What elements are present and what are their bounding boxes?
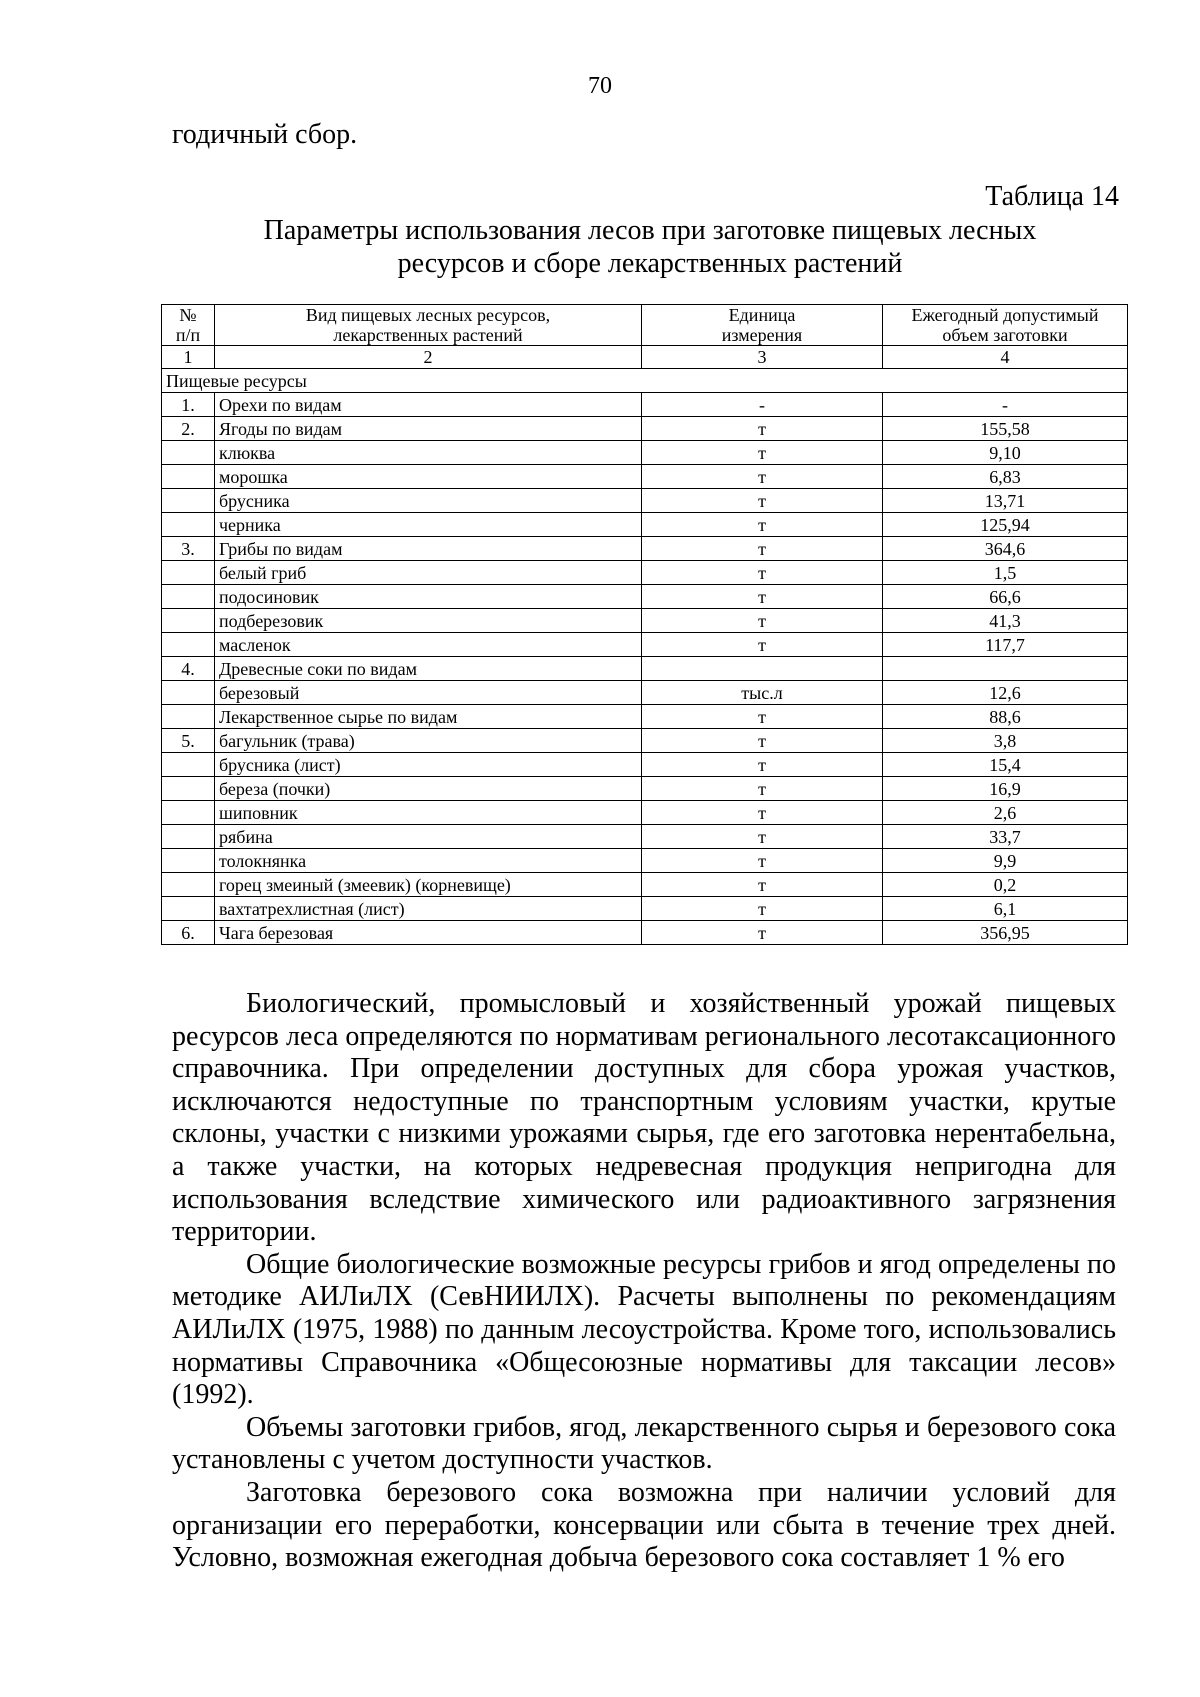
row-value-cell: 6,83: [883, 465, 1128, 489]
table-title-line: Параметры использования лесов при заготовке пищевых лесных: [263, 215, 1037, 246]
row-value-cell: 9,10: [883, 441, 1128, 465]
table-row: [162, 897, 1128, 921]
intro-text: годичный сбор.: [172, 119, 358, 150]
row-value-cell: 15,4: [883, 753, 1128, 777]
row-unit-cell: т: [642, 825, 883, 849]
row-name-cell: брусника: [215, 489, 642, 513]
column-number: 4: [883, 346, 1128, 369]
row-name-cell: белый гриб: [215, 561, 642, 585]
resources-table: [161, 304, 1128, 945]
row-unit-cell: [642, 657, 883, 681]
row-unit-cell: т: [642, 801, 883, 825]
row-value-cell: 3,8: [883, 729, 1128, 753]
row-unit-cell: т: [642, 489, 883, 513]
table-row: [162, 801, 1128, 825]
table-row: [162, 657, 1128, 681]
row-name-cell: береза (почки): [215, 777, 642, 801]
table-row: [162, 441, 1128, 465]
row-value-cell: [883, 657, 1128, 681]
row-unit-cell: т: [642, 465, 883, 489]
page-number: 70: [588, 73, 612, 99]
row-number-cell: 4.: [162, 657, 215, 681]
table-row: [162, 825, 1128, 849]
row-value-cell: 356,95: [883, 921, 1128, 945]
table-row: [162, 585, 1128, 609]
row-unit-cell: т: [642, 753, 883, 777]
table-row: [162, 393, 1128, 417]
row-number-cell: [162, 441, 215, 465]
row-number-cell: [162, 633, 215, 657]
row-number-cell: [162, 849, 215, 873]
paragraph: Биологический, промысловый и хозяйственный урожай пищевых ресурсов леса определяются по нормативам регионального лесотаксационного справочника. При определении доступных для сбора урожая участков, исключаются недоступные по транспортным условиям участки, крутые склоны, участки с низкими урожаями сырья, где его заготовка нерентабельна, а также участки, на которых недревесная продукция непригодна для использования вследствие химического или радиоактивного загрязнения территории.: [172, 988, 1116, 1248]
row-number-cell: [162, 489, 215, 513]
row-value-cell: 12,6: [883, 681, 1128, 705]
row-name-cell: горец змеиный (змеевик) (корневище): [215, 873, 642, 897]
row-value-cell: -: [883, 393, 1128, 417]
header-cell-resource-type: Вид пищевых лесных ресурсов, лекарственных растений: [215, 305, 642, 346]
row-unit-cell: т: [642, 513, 883, 537]
row-name-cell: клюква: [215, 441, 642, 465]
row-name-cell: вахтатрехлистная (лист): [215, 897, 642, 921]
row-unit-cell: т: [642, 441, 883, 465]
row-unit-cell: т: [642, 873, 883, 897]
row-name-cell: черника: [215, 513, 642, 537]
row-unit-cell: -: [642, 393, 883, 417]
row-unit-cell: т: [642, 897, 883, 921]
row-unit-cell: т: [642, 921, 883, 945]
row-name-cell: шиповник: [215, 801, 642, 825]
table-label: Таблица 14: [985, 181, 1119, 212]
row-number-cell: [162, 705, 215, 729]
row-number-cell: 6.: [162, 921, 215, 945]
section-row: [162, 369, 1128, 393]
row-unit-cell: т: [642, 705, 883, 729]
row-value-cell: 66,6: [883, 585, 1128, 609]
column-numbering-row: [162, 346, 1128, 369]
row-number-cell: [162, 465, 215, 489]
row-number-cell: [162, 609, 215, 633]
table-row: [162, 537, 1128, 561]
table-row: [162, 465, 1128, 489]
row-unit-cell: т: [642, 777, 883, 801]
row-name-cell: Лекарственное сырье по видам: [215, 705, 642, 729]
header-cell-annual-volume: Ежегодный допустимый объем заготовки: [883, 305, 1128, 346]
row-name-cell: масленок: [215, 633, 642, 657]
row-value-cell: 33,7: [883, 825, 1128, 849]
header-cell-number: № п/п: [162, 305, 215, 346]
row-unit-cell: т: [642, 849, 883, 873]
row-name-cell: березовый: [215, 681, 642, 705]
row-unit-cell: т: [642, 633, 883, 657]
row-value-cell: 0,2: [883, 873, 1128, 897]
row-value-cell: 13,71: [883, 489, 1128, 513]
row-name-cell: подберезовик: [215, 609, 642, 633]
table-row: [162, 921, 1128, 945]
row-name-cell: Древесные соки по видам: [215, 657, 642, 681]
paragraph: Общие биологические возможные ресурсы грибов и ягод определены по методике АИЛиЛХ (СевНИИЛХ). Расчеты выполнены по рекомендациям АИЛиЛХ (1975, 1988) по данным лесоустройства. Кроме того, использовались нормативы Справочника «Общесоюзные нормативы для таксации лесов» (1992).: [172, 1248, 1116, 1411]
column-number: 2: [215, 346, 642, 369]
table-row: [162, 513, 1128, 537]
row-name-cell: Орехи по видам: [215, 393, 642, 417]
table-row: [162, 777, 1128, 801]
row-name-cell: Ягоды по видам: [215, 417, 642, 441]
table-row: [162, 417, 1128, 441]
row-name-cell: морошка: [215, 465, 642, 489]
row-number-cell: [162, 513, 215, 537]
column-number: 1: [162, 346, 215, 369]
table-row: [162, 633, 1128, 657]
row-value-cell: 1,5: [883, 561, 1128, 585]
row-unit-cell: т: [642, 729, 883, 753]
row-unit-cell: т: [642, 609, 883, 633]
table-title: [200, 214, 1100, 280]
row-number-cell: [162, 753, 215, 777]
row-number-cell: [162, 777, 215, 801]
row-name-cell: толокнянка: [215, 849, 642, 873]
row-number-cell: [162, 873, 215, 897]
table-row: [162, 561, 1128, 585]
row-value-cell: 88,6: [883, 705, 1128, 729]
row-unit-cell: т: [642, 537, 883, 561]
row-value-cell: 16,9: [883, 777, 1128, 801]
row-value-cell: 125,94: [883, 513, 1128, 537]
row-value-cell: 9,9: [883, 849, 1128, 873]
row-number-cell: 2.: [162, 417, 215, 441]
row-name-cell: Грибы по видам: [215, 537, 642, 561]
row-value-cell: 6,1: [883, 897, 1128, 921]
row-unit-cell: тыс.л: [642, 681, 883, 705]
row-unit-cell: т: [642, 417, 883, 441]
table-row: [162, 705, 1128, 729]
table-row: [162, 873, 1128, 897]
table-header-row: [162, 305, 1128, 346]
row-number-cell: [162, 681, 215, 705]
row-number-cell: 1.: [162, 393, 215, 417]
row-unit-cell: т: [642, 561, 883, 585]
row-name-cell: подосиновик: [215, 585, 642, 609]
paragraph: Заготовка березового сока возможна при наличии условий для организации его переработки, консервации или сбыта в течение трех дней. Условно, возможная ежегодная добыча березового сока составляет 1 % его: [172, 1476, 1116, 1574]
row-name-cell: рябина: [215, 825, 642, 849]
table-row: [162, 729, 1128, 753]
column-number: 3: [642, 346, 883, 369]
table-title-line: ресурсов и сборе лекарственных растений: [397, 248, 903, 279]
table-row: [162, 849, 1128, 873]
table-row: [162, 753, 1128, 777]
row-number-cell: [162, 801, 215, 825]
row-number-cell: 3.: [162, 537, 215, 561]
table-row: [162, 489, 1128, 513]
row-value-cell: 155,58: [883, 417, 1128, 441]
row-value-cell: 2,6: [883, 801, 1128, 825]
row-value-cell: 41,3: [883, 609, 1128, 633]
row-number-cell: 5.: [162, 729, 215, 753]
row-number-cell: [162, 585, 215, 609]
row-name-cell: багульник (трава): [215, 729, 642, 753]
row-unit-cell: т: [642, 585, 883, 609]
row-number-cell: [162, 897, 215, 921]
paragraph: Объемы заготовки грибов, ягод, лекарственного сырья и березового сока установлены с учетом доступности участков.: [172, 1411, 1116, 1476]
row-value-cell: 117,7: [883, 633, 1128, 657]
table-row: [162, 609, 1128, 633]
body-text: [172, 988, 1116, 1575]
table-row: [162, 681, 1128, 705]
row-number-cell: [162, 825, 215, 849]
row-name-cell: брусника (лист): [215, 753, 642, 777]
section-label: Пищевые ресурсы: [162, 369, 1128, 393]
row-name-cell: Чага березовая: [215, 921, 642, 945]
header-cell-unit: Единица измерения: [642, 305, 883, 346]
row-value-cell: 364,6: [883, 537, 1128, 561]
row-number-cell: [162, 561, 215, 585]
